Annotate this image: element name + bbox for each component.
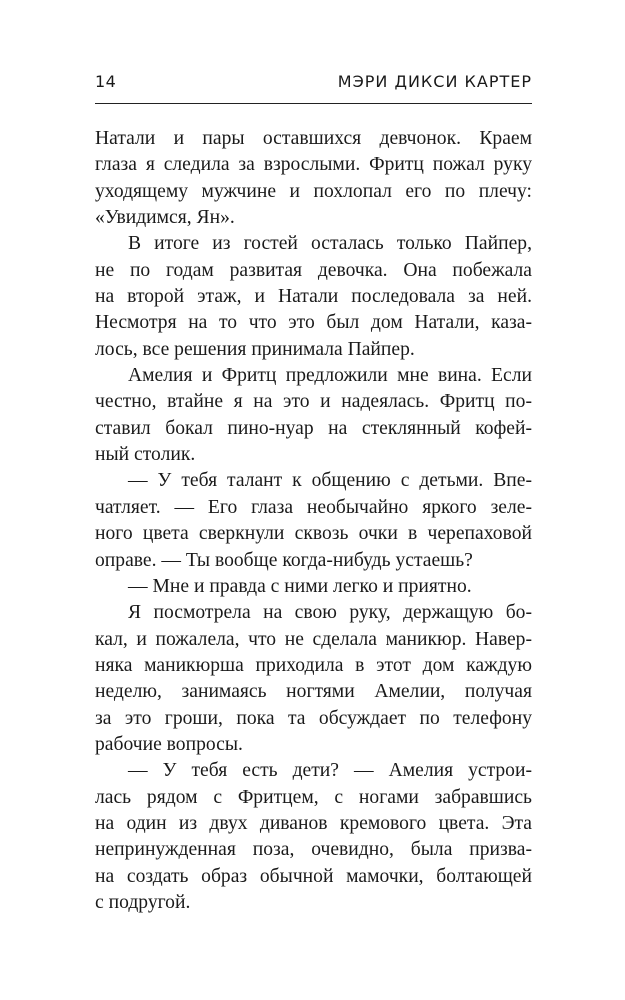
text-line: рабочие вопросы. [95,733,243,755]
running-title: МЭРИ ДИКСИ КАРТЕР [337,72,532,91]
text-line: за это гроши, пока та обсуждает по телефону [95,707,532,729]
text-line: с подругой. [95,891,191,913]
text-line: Натали и пары оставшихся девчонок. Краем [95,128,532,149]
text-line: лось, все решения принимала Пайпер. [95,338,415,360]
text-line: — У тебя талант к общению с детьми. Впе- [128,470,532,492]
text-line: оправе. — Ты вообще когда-нибудь устаешь? [95,549,473,571]
text-line: на один из двух диванов кремового цвета. Эта [95,812,532,834]
text-line: няка маникюрша приходила в этот дом каждую [95,654,532,676]
header-rule [95,103,532,104]
text-line: ный столик. [95,444,196,466]
text-line: лась рядом с Фритцем, с ногами забравшись [95,786,532,808]
text-line: честно, втайне я на это и надеялась. Фритц по- [95,391,532,413]
text-line: «Увидимся, Ян». [95,207,235,229]
text-line: не по годам развитая девочка. Она побежала [95,259,532,281]
text-line: непринужденная поза, очевидно, была призва- [95,839,532,861]
text-line: Амелия и Фритц предложили мне вина. Если [128,365,532,387]
text-line: Я посмотрела на свою руку, держащую бо- [128,602,532,624]
text-line: чатляет. — Его глаза необычайно яркого зеле- [95,496,532,518]
text-line: на второй этаж, и Натали последовала за ней. [95,286,532,308]
text-line: — Мне и правда с ними легко и приятно. [128,575,472,597]
body-text [95,126,532,916]
text-line: кал, и пожалела, что не сделала маникюр. Навер- [95,628,532,650]
running-header [95,72,532,92]
text-line: ставил бокал пино-нуар на стеклянный кофей- [95,417,532,439]
text-line: на создать образ обычной мамочки, болтающей [95,865,532,887]
text-line: В итоге из гостей осталась только Пайпер, [128,233,532,255]
text-line: ного цвета сверкнули сквозь очки в черепаховой [95,523,532,545]
text-line: — У тебя есть дети? — Амелия устрои- [128,760,532,782]
text-line: Несмотря на то что это был дом Натали, каза- [95,312,532,334]
page-number: 14 [95,72,117,91]
text-line: глаза я следила за взрослыми. Фритц пожал руку [95,154,532,176]
text-line: неделю, занимаясь ногтями Амелии, получая [95,681,532,703]
text-line: уходящему мужчине и похлопал его по плечу: [95,180,532,202]
